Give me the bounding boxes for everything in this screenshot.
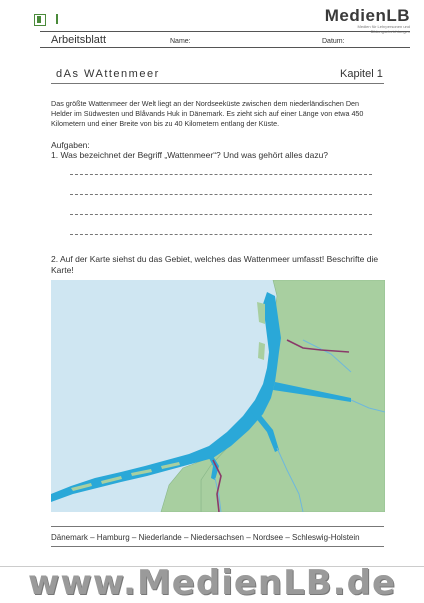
word-bank-divider-top <box>51 526 384 527</box>
date-label: Datum: <box>322 38 345 45</box>
chapter-label: Kapitel 1 <box>340 68 383 80</box>
header-divider <box>40 31 410 32</box>
logo-icon <box>34 14 46 26</box>
wadden-sea-map <box>51 280 385 512</box>
title-divider <box>51 83 384 84</box>
question-2: 2. Auf der Karte siehst du das Gebiet, welches das Wattenmeer umfasst! Beschrifte die Karte! <box>51 254 379 275</box>
logo-bar-icon <box>56 14 58 24</box>
sheet-label: Arbeitsblatt <box>51 34 107 46</box>
tasks-heading: Aufgaben: <box>51 140 90 150</box>
worksheet-title: dAs WAttenmeer <box>56 68 160 80</box>
name-date-divider <box>40 47 410 48</box>
answer-line[interactable] <box>70 194 372 195</box>
brand-logo: MedienLB <box>324 6 410 25</box>
name-label: Name: <box>170 38 191 45</box>
island <box>258 342 265 360</box>
word-bank: Dänemark – Hamburg – Niederlande – Niedersachsen – Nordsee – Schleswig-Holstein <box>51 533 360 542</box>
intro-text: Das größte Wattenmeer der Welt liegt an der Nordseeküste zwischen dem niederländischen Den Helder im Südwesten und Blåvands Huk in Dänemark. Es zieht sich auf einer Länge von etwa 450 Kilometern und einer Breite von bis zu 40 Kilometern entlang der Küste. <box>51 99 364 128</box>
answer-line[interactable] <box>70 174 372 175</box>
answer-line[interactable] <box>70 234 372 235</box>
brand-tagline: Medien für Lehrpersonen und Bildungseinrichtungen <box>357 24 410 34</box>
word-bank-divider-bottom <box>51 546 384 547</box>
answer-line[interactable] <box>70 214 372 215</box>
footer-watermark: www.MedienLB.de <box>27 563 396 603</box>
question-1: 1. Was bezeichnet der Begriff „Wattenmeer“? Und was gehört alles dazu? <box>51 150 329 160</box>
